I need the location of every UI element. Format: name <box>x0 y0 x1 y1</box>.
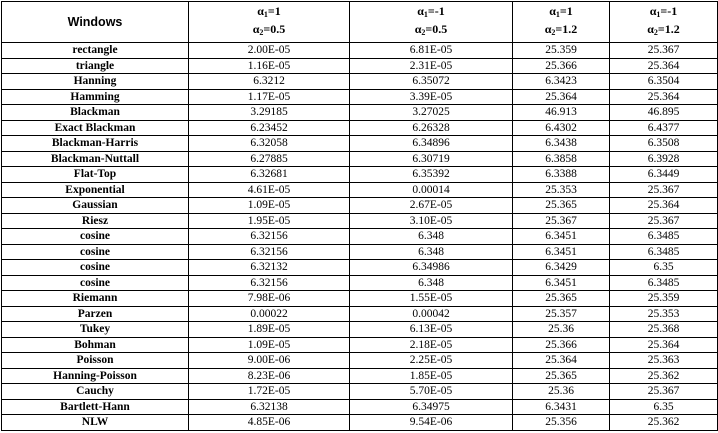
value-cell: 6.30719 <box>350 151 513 167</box>
value-cell: 25.356 <box>513 415 610 431</box>
value-cell: 6.34975 <box>350 399 513 415</box>
table-row <box>2 337 718 353</box>
value-cell: 25.368 <box>610 322 718 338</box>
value-cell: 3.39E-05 <box>350 89 513 105</box>
table-body <box>2 43 718 431</box>
window-name-cell: Exact Blackman <box>2 120 189 136</box>
value-cell: 25.365 <box>513 291 610 307</box>
col-header-2: $\alpha_1=-1$ $\alpha_2=0.5$ <box>350 2 513 43</box>
col-header-3: $\alpha_1=1$ $\alpha_2=1.2$ <box>513 2 610 43</box>
window-name-cell: cosine <box>2 244 189 260</box>
window-name-cell: rectangle <box>2 43 189 59</box>
value-cell: 6.35 <box>610 260 718 276</box>
value-cell: 6.34986 <box>350 260 513 276</box>
value-cell: 25.366 <box>513 58 610 74</box>
value-cell: 6.32156 <box>189 275 350 291</box>
table-row <box>2 229 718 245</box>
value-cell: 25.364 <box>610 89 718 105</box>
value-cell: 6.35072 <box>350 74 513 90</box>
value-cell: 9.00E-06 <box>189 353 350 369</box>
window-name-cell: cosine <box>2 260 189 276</box>
value-cell: 6.13E-05 <box>350 322 513 338</box>
window-name-cell: Gaussian <box>2 198 189 214</box>
value-cell: 3.29185 <box>189 105 350 121</box>
value-cell: 25.365 <box>513 368 610 384</box>
value-cell: 6.34896 <box>350 136 513 152</box>
value-cell: 2.31E-05 <box>350 58 513 74</box>
window-name-cell: Hanning <box>2 74 189 90</box>
value-cell: 6.3429 <box>513 260 610 276</box>
table-row <box>2 198 718 214</box>
value-cell: 6.3449 <box>610 167 718 183</box>
value-cell: 25.367 <box>610 384 718 400</box>
window-name-cell: Bartlett-Hann <box>2 399 189 415</box>
value-cell: 25.367 <box>610 182 718 198</box>
value-cell: 1.16E-05 <box>189 58 350 74</box>
window-name-cell: Bohman <box>2 337 189 353</box>
value-cell: 25.353 <box>610 306 718 322</box>
value-cell: 6.32156 <box>189 244 350 260</box>
value-cell: 6.32156 <box>189 229 350 245</box>
table-row <box>2 244 718 260</box>
window-name-cell: Exponential <box>2 182 189 198</box>
value-cell: 25.359 <box>610 291 718 307</box>
value-cell: 7.98E-06 <box>189 291 350 307</box>
value-cell: 6.3438 <box>513 136 610 152</box>
value-cell: 3.10E-05 <box>350 213 513 229</box>
table-row <box>2 415 718 431</box>
value-cell: 1.17E-05 <box>189 89 350 105</box>
value-cell: 6.348 <box>350 275 513 291</box>
table-row <box>2 306 718 322</box>
value-cell: 0.00014 <box>350 182 513 198</box>
value-cell: 1.72E-05 <box>189 384 350 400</box>
window-name-cell: Blackman-Harris <box>2 136 189 152</box>
value-cell: 8.23E-06 <box>189 368 350 384</box>
col-header-1: $\alpha_1=1$ $\alpha_2=0.5$ <box>189 2 350 43</box>
value-cell: 6.3858 <box>513 151 610 167</box>
value-cell: 9.54E-06 <box>350 415 513 431</box>
value-cell: 6.348 <box>350 244 513 260</box>
table-row <box>2 275 718 291</box>
value-cell: 6.348 <box>350 229 513 245</box>
value-cell: 25.367 <box>610 43 718 59</box>
window-name-cell: Flat-Top <box>2 167 189 183</box>
table-row <box>2 74 718 90</box>
value-cell: 25.362 <box>610 368 718 384</box>
value-cell: 6.4377 <box>610 120 718 136</box>
window-name-cell: Riesz <box>2 213 189 229</box>
value-cell: 6.3212 <box>189 74 350 90</box>
window-name-cell: Riemann <box>2 291 189 307</box>
window-name-cell: triangle <box>2 58 189 74</box>
value-cell: 2.25E-05 <box>350 353 513 369</box>
table-row <box>2 58 718 74</box>
value-cell: 25.364 <box>513 89 610 105</box>
window-name-cell: Parzen <box>2 306 189 322</box>
value-cell: 6.32681 <box>189 167 350 183</box>
value-cell: 2.67E-05 <box>350 198 513 214</box>
value-cell: 4.61E-05 <box>189 182 350 198</box>
value-cell: 6.32138 <box>189 399 350 415</box>
table-row <box>2 136 718 152</box>
value-cell: 25.367 <box>610 213 718 229</box>
value-cell: 6.32132 <box>189 260 350 276</box>
value-cell: 6.81E-05 <box>350 43 513 59</box>
window-name-cell: Blackman-Nuttall <box>2 151 189 167</box>
value-cell: 6.3504 <box>610 74 718 90</box>
col-header-4: $\alpha_1=-1$ $\alpha_2=1.2$ <box>610 2 718 43</box>
table-row <box>2 213 718 229</box>
windows-table <box>1 1 718 431</box>
value-cell: 25.36 <box>513 384 610 400</box>
value-cell: 46.895 <box>610 105 718 121</box>
value-cell: 1.89E-05 <box>189 322 350 338</box>
table-row <box>2 43 718 59</box>
value-cell: 25.364 <box>513 353 610 369</box>
value-cell: 0.00042 <box>350 306 513 322</box>
value-cell: 6.3508 <box>610 136 718 152</box>
value-cell: 25.366 <box>513 337 610 353</box>
window-name-cell: Blackman <box>2 105 189 121</box>
value-cell: 2.18E-05 <box>350 337 513 353</box>
table-row <box>2 322 718 338</box>
window-name-cell: Poisson <box>2 353 189 369</box>
table-row <box>2 151 718 167</box>
value-cell: 25.364 <box>610 198 718 214</box>
value-cell: 25.365 <box>513 198 610 214</box>
value-cell: 25.363 <box>610 353 718 369</box>
value-cell: 25.364 <box>610 58 718 74</box>
value-cell: 6.3451 <box>513 229 610 245</box>
window-name-cell: Hamming <box>2 89 189 105</box>
value-cell: 6.3451 <box>513 244 610 260</box>
value-cell: 6.4302 <box>513 120 610 136</box>
table-row <box>2 384 718 400</box>
table-row <box>2 353 718 369</box>
value-cell: 1.55E-05 <box>350 291 513 307</box>
table-row <box>2 120 718 136</box>
value-cell: 6.3423 <box>513 74 610 90</box>
value-cell: 6.3928 <box>610 151 718 167</box>
window-name-cell: NLW <box>2 415 189 431</box>
value-cell: 25.359 <box>513 43 610 59</box>
value-cell: 25.353 <box>513 182 610 198</box>
value-cell: 6.32058 <box>189 136 350 152</box>
window-name-cell: cosine <box>2 275 189 291</box>
table-row <box>2 182 718 198</box>
table-row <box>2 368 718 384</box>
table-row <box>2 167 718 183</box>
header-row <box>2 2 718 43</box>
value-cell: 46.913 <box>513 105 610 121</box>
value-cell: 6.35392 <box>350 167 513 183</box>
windows-header: Windows <box>2 2 189 43</box>
value-cell: 6.3485 <box>610 244 718 260</box>
value-cell: 6.3451 <box>513 275 610 291</box>
value-cell: 25.357 <box>513 306 610 322</box>
value-cell: 6.23452 <box>189 120 350 136</box>
value-cell: 25.367 <box>513 213 610 229</box>
value-cell: 1.09E-05 <box>189 337 350 353</box>
value-cell: 25.362 <box>610 415 718 431</box>
value-cell: 2.00E-05 <box>189 43 350 59</box>
value-cell: 1.95E-05 <box>189 213 350 229</box>
value-cell: 6.3388 <box>513 167 610 183</box>
value-cell: 5.70E-05 <box>350 384 513 400</box>
table-row <box>2 105 718 121</box>
value-cell: 6.3431 <box>513 399 610 415</box>
value-cell: 6.35 <box>610 399 718 415</box>
table-row <box>2 89 718 105</box>
value-cell: 6.3485 <box>610 229 718 245</box>
value-cell: 6.3485 <box>610 275 718 291</box>
value-cell: 25.36 <box>513 322 610 338</box>
value-cell: 25.364 <box>610 337 718 353</box>
window-name-cell: Cauchy <box>2 384 189 400</box>
table-row <box>2 260 718 276</box>
table-row <box>2 399 718 415</box>
window-name-cell: cosine <box>2 229 189 245</box>
value-cell: 1.85E-05 <box>350 368 513 384</box>
value-cell: 0.00022 <box>189 306 350 322</box>
value-cell: 4.85E-06 <box>189 415 350 431</box>
value-cell: 1.09E-05 <box>189 198 350 214</box>
table-row <box>2 291 718 307</box>
value-cell: 3.27025 <box>350 105 513 121</box>
window-name-cell: Hanning-Poisson <box>2 368 189 384</box>
window-name-cell: Tukey <box>2 322 189 338</box>
value-cell: 6.26328 <box>350 120 513 136</box>
value-cell: 6.27885 <box>189 151 350 167</box>
